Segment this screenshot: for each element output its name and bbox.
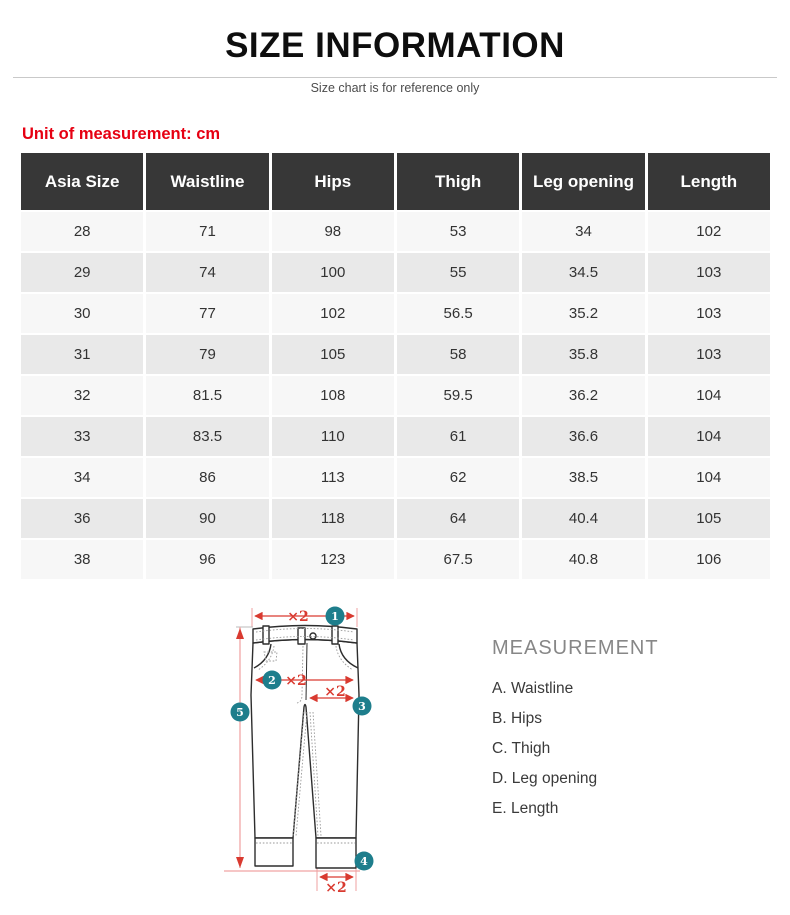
table-row [21, 417, 770, 456]
cell: 34 [522, 212, 644, 251]
cell: 110 [272, 417, 394, 456]
cell: 103 [648, 294, 770, 333]
cell: 64 [397, 499, 519, 538]
legend-item-hips: B. Hips [492, 710, 542, 727]
cell: 31 [21, 335, 143, 374]
cell: 104 [648, 458, 770, 497]
cell: 34.5 [522, 253, 644, 292]
table-row [21, 294, 770, 333]
cell: 61 [397, 417, 519, 456]
thigh-times-label: ×2 [324, 684, 346, 700]
size-table-header-row [21, 153, 770, 210]
cell: 67.5 [397, 540, 519, 579]
page-title: SIZE INFORMATION [225, 26, 565, 65]
column-header-length: Length [648, 153, 770, 210]
cell: 104 [648, 417, 770, 456]
cell: 32 [21, 376, 143, 415]
belt-loop [263, 626, 269, 644]
legend-item-waistline: A. Waistline [492, 680, 574, 697]
belt-loop [332, 626, 338, 644]
cell: 40.8 [522, 540, 644, 579]
cell: 113 [272, 458, 394, 497]
marker-number-1: 1 [331, 610, 339, 623]
size-table [18, 151, 773, 581]
table-row [21, 458, 770, 497]
cell: 86 [146, 458, 268, 497]
cell: 62 [397, 458, 519, 497]
measurement-legend [492, 637, 752, 831]
cell: 40.4 [522, 499, 644, 538]
measurement-list [492, 681, 752, 817]
cuff-right [316, 838, 356, 868]
cell: 105 [648, 499, 770, 538]
waist-times-label: ×2 [287, 609, 309, 625]
cell: 108 [272, 376, 394, 415]
page-subtitle: Size chart is for reference only [310, 81, 480, 95]
pants-measurement-diagram [180, 600, 400, 900]
cell: 34 [21, 458, 143, 497]
cell: 105 [272, 335, 394, 374]
cell: 36.6 [522, 417, 644, 456]
cell: 74 [146, 253, 268, 292]
cell: 96 [146, 540, 268, 579]
cell: 79 [146, 335, 268, 374]
column-header-thigh: Thigh [397, 153, 519, 210]
table-row [21, 376, 770, 415]
legend-item-leg-opening: D. Leg opening [492, 770, 598, 787]
column-header-hips: Hips [272, 153, 394, 210]
cell: 29 [21, 253, 143, 292]
table-row [21, 253, 770, 292]
legend-item-thigh: C. Thigh [492, 740, 551, 757]
length-arrowhead-bottom [236, 857, 244, 868]
cell: 35.2 [522, 294, 644, 333]
cuff-left [255, 838, 293, 866]
title-divider [13, 77, 777, 78]
cell: 104 [648, 376, 770, 415]
cell: 102 [648, 212, 770, 251]
cell: 81.5 [146, 376, 268, 415]
table-row [21, 212, 770, 251]
cell: 123 [272, 540, 394, 579]
measurement-heading: MEASUREMENT [492, 637, 659, 659]
column-header-leg-opening: Leg opening [522, 153, 644, 210]
table-row [21, 499, 770, 538]
cell: 30 [21, 294, 143, 333]
cell: 118 [272, 499, 394, 538]
marker-number-4: 4 [360, 855, 368, 868]
cell: 38.5 [522, 458, 644, 497]
column-header-asia-size: Asia Size [21, 153, 143, 210]
waist-button [310, 633, 316, 639]
cell: 100 [272, 253, 394, 292]
cell: 35.8 [522, 335, 644, 374]
cell: 103 [648, 253, 770, 292]
unit-of-measurement-note: Unit of measurement: cm [22, 125, 221, 143]
cell: 36.2 [522, 376, 644, 415]
cell: 98 [272, 212, 394, 251]
cell: 83.5 [146, 417, 268, 456]
cell: 71 [146, 212, 268, 251]
cell: 36 [21, 499, 143, 538]
cell: 106 [648, 540, 770, 579]
pants-body [251, 640, 359, 839]
length-arrowhead-top [236, 628, 244, 639]
marker-number-3: 3 [358, 700, 366, 713]
cell: 77 [146, 294, 268, 333]
belt-loop [298, 628, 305, 644]
cell: 55 [397, 253, 519, 292]
leg-opening-times-label: ×2 [325, 880, 347, 896]
cell: 90 [146, 499, 268, 538]
cell: 59.5 [397, 376, 519, 415]
cell: 58 [397, 335, 519, 374]
cell: 56.5 [397, 294, 519, 333]
cell: 103 [648, 335, 770, 374]
table-row [21, 540, 770, 579]
cell: 33 [21, 417, 143, 456]
legend-item-length: E. Length [492, 800, 559, 817]
table-row [21, 335, 770, 374]
column-header-waistline: Waistline [146, 153, 268, 210]
hips-times-label: ×2 [285, 673, 307, 689]
cell: 38 [21, 540, 143, 579]
cell: 102 [272, 294, 394, 333]
marker-number-2: 2 [268, 674, 276, 687]
cell: 53 [397, 212, 519, 251]
marker-number-5: 5 [236, 706, 244, 719]
cell: 28 [21, 212, 143, 251]
